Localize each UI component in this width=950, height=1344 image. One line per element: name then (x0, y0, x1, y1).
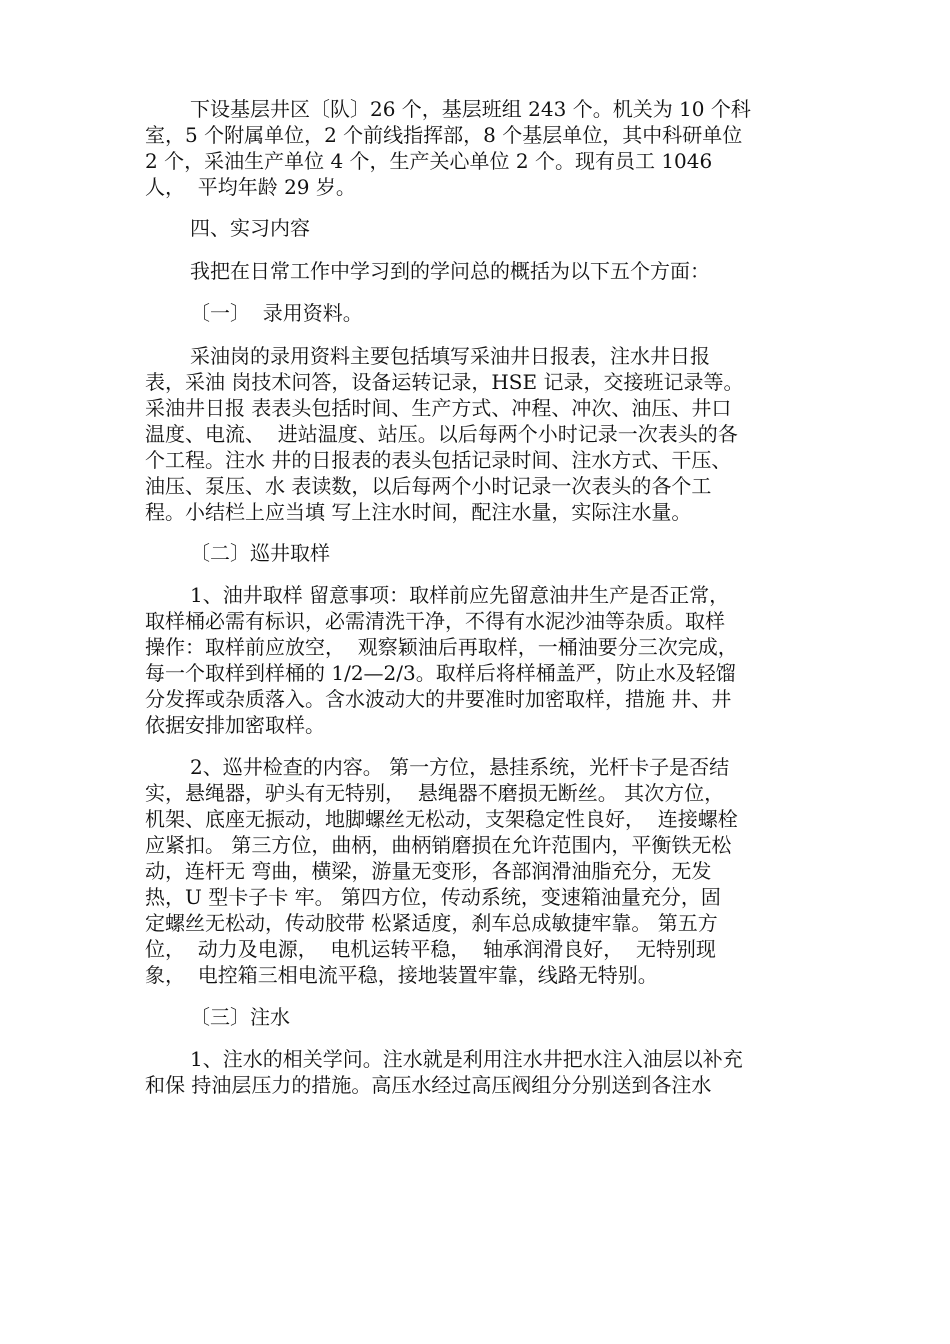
sampling-line-5: 分发挥或杂质落入。含水波动大的井要准时加密取样，措施 井、井 (145, 687, 732, 711)
water-line-1: 1、注水的相关学问。注水就是利用注水井把水注入油层以补充 (190, 1047, 743, 1071)
inspection-line-2: 实，悬绳器，驴头有无特别， 悬绳器不磨损无断丝。 其次方位， (145, 781, 725, 805)
records-line-5: 个工程。注水 井的日报表的表头包括记录时间、注水方式、干压、 (145, 448, 732, 472)
sampling-line-3: 操作：取样前应放空， 观察颖油后再取样，一桶油要分三次完成， (145, 635, 738, 659)
section-heading-practice-content: 四、实习内容 (190, 216, 310, 240)
subheading-sampling: 〔二〕巡井取样 (190, 541, 330, 565)
inspection-line-6: 热，U 型卡子卡 牢。 第四方位，传动系统，变速箱油量充分，固 (145, 885, 721, 909)
intro-line-2: 室，5 个附属单位，2 个前线指挥部，8 个基层单位，其中科研单位 (145, 123, 743, 147)
water-line-2: 和保 持油层压力的措施。高压水经过高压阀组分分别送到各注水 (145, 1073, 712, 1097)
inspection-line-7: 定螺丝无松动，传动胶带 松紧适度，刹车总成敏捷牢靠。 第五方 (145, 911, 718, 935)
sampling-line-1: 1、油井取样 留意事项：取样前应先留意油井生产是否正常， (190, 583, 730, 607)
records-line-3: 采油井日报 表表头包括时间、生产方式、冲程、冲次、油压、井口 (145, 396, 732, 420)
intro-line-3: 2 个，采油生产单位 4 个，生产关心单位 2 个。现有员工 1046 (145, 149, 713, 173)
subheading-water-injection: 〔三〕注水 (190, 1005, 290, 1029)
intro-line-4: 人， 平均年龄 29 岁。 (145, 175, 356, 199)
intro-line-1: 下设基层井区〔队〕26 个，基层班组 243 个。机关为 10 个科 (190, 97, 751, 121)
records-line-6: 油压、泵压、水 表读数，以后每两个小时记录一次表头的各个工 (145, 474, 712, 498)
inspection-line-1: 2、巡井检查的内容。 第一方位，悬挂系统，光杆卡子是否结 (190, 755, 730, 779)
sampling-line-2: 取样桶必需有标识，必需清洗干净，不得有水泥沙油等杂质。取样 (145, 609, 725, 633)
subheading-records: 〔一〕 录用资料。 (190, 301, 363, 325)
records-line-2: 表，采油 岗技术问答，设备运转记录，HSE 记录，交接班记录等。 (145, 370, 744, 394)
inspection-line-5: 动，连杆无 弯曲，横梁，游量无变形，各部润滑油脂充分，无发 (145, 859, 712, 883)
summary-line: 我把在日常工作中学习到的学问总的概括为以下五个方面： (190, 259, 710, 283)
records-line-1: 采油岗的录用资料主要包括填写采油井日报表，注水井日报 (190, 344, 710, 368)
inspection-line-8: 位， 动力及电源， 电机运转平稳， 轴承润滑良好， 无特别现 (145, 937, 716, 961)
sampling-line-4: 每一个取样到样桶的 1/2—2/3。取样后将样桶盖严，防止水及轻馏 (145, 661, 736, 685)
sampling-line-6: 依据安排加密取样。 (145, 713, 325, 737)
inspection-line-9: 象， 电控箱三相电流平稳，接地装置牢靠，线路无特别。 (145, 963, 658, 987)
inspection-line-4: 应紧扣。 第三方位，曲柄，曲柄销磨损在允许范围内，平衡铁无松 (145, 833, 732, 857)
records-line-7: 程。小结栏上应当填 写上注水时间，配注水量，实际注水量。 (145, 500, 692, 524)
records-line-4: 温度、电流、 进站温度、站压。以后每两个小时记录一次表头的各 (145, 422, 738, 446)
inspection-line-3: 机架、底座无振动，地脚螺丝无松动，支架稳定性良好， 连接螺栓 (145, 807, 738, 831)
